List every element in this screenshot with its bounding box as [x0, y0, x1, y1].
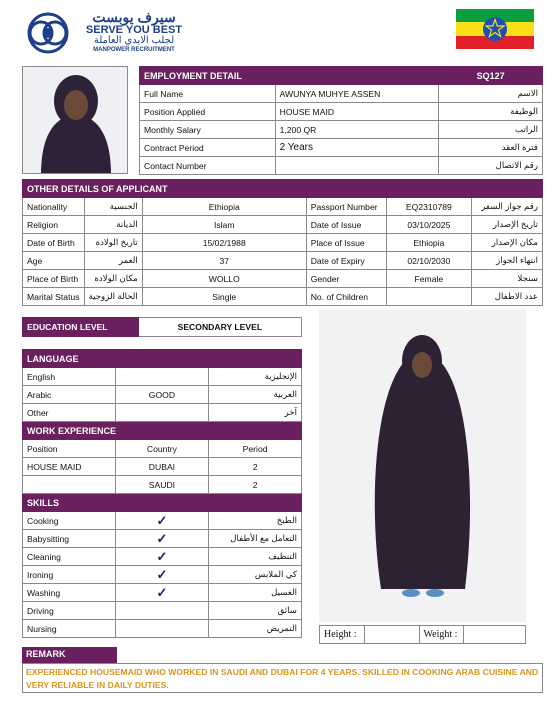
- detail-label: Religion: [23, 216, 85, 234]
- language-row: [23, 368, 302, 386]
- checkmark-icon: ✓: [156, 512, 168, 528]
- weight-label: Weight :: [419, 626, 464, 644]
- details-row: [23, 198, 543, 216]
- detail-label-ar: انتهاء الجواز: [472, 252, 543, 270]
- ethiopia-flag-icon: [456, 9, 534, 49]
- skill-row: [23, 530, 302, 548]
- skill-name-ar: الطبخ: [209, 512, 302, 530]
- work-country: DUBAI: [115, 458, 208, 476]
- skill-row: [23, 602, 302, 620]
- detail-label: Marital Status: [23, 288, 85, 306]
- other-details-table: [22, 179, 543, 306]
- detail-label: Gender: [306, 270, 386, 288]
- detail-label: Age: [23, 252, 85, 270]
- skill-row: [23, 566, 302, 584]
- detail-label-ar: مكان الولادة: [84, 270, 142, 288]
- employment-row: [140, 139, 543, 157]
- detail-value: Ethiopia: [386, 234, 471, 252]
- details-row: [23, 234, 543, 252]
- employment-label: Position Applied: [140, 103, 276, 121]
- work-position: HOUSE MAID: [23, 458, 116, 476]
- work-row: [23, 476, 302, 494]
- employment-label: Full Name: [140, 85, 276, 103]
- applicant-full-body-photo: [319, 309, 526, 622]
- detail-value: Single: [142, 288, 306, 306]
- detail-label: Date of Expiry: [306, 252, 386, 270]
- education-level-value: SECONDARY LEVEL: [138, 318, 301, 337]
- detail-label: Passport Number: [306, 198, 386, 216]
- remark-text: EXPERIENCED HOUSEMAID WHO WORKED IN SAUDI AND DUBAI FOR 4 YEARS. SKILLED IN COOKING ARAB CUISINE AND VERY RELIABLE IN DAILY DUTIES.: [22, 663, 543, 693]
- skill-name-ar: التعامل مع الأطفال: [209, 530, 302, 548]
- details-row: [23, 270, 543, 288]
- detail-label: Place of Birth: [23, 270, 85, 288]
- language-level: [115, 368, 208, 386]
- skill-row: [23, 620, 302, 638]
- checkmark-icon: ✓: [156, 548, 168, 564]
- language-row: [23, 386, 302, 404]
- skill-name: Cleaning: [23, 548, 116, 566]
- employment-label-ar: فترة العقد: [439, 139, 543, 157]
- employment-value: [275, 157, 439, 175]
- language-name-ar: العربية: [209, 386, 302, 404]
- language-work-skills-table: [22, 349, 302, 638]
- skill-name: Washing: [23, 584, 116, 602]
- language-name: Other: [23, 404, 116, 422]
- detail-label: No. of Children: [306, 288, 386, 306]
- agency-logo: [24, 10, 204, 56]
- employment-row: [140, 85, 543, 103]
- checkmark-icon: ✓: [156, 566, 168, 582]
- detail-label-ar: تاريخ الإصدار: [472, 216, 543, 234]
- language-name: Arabic: [23, 386, 116, 404]
- weight-value: [464, 626, 526, 644]
- employment-value: AWUNYA MUHYE ASSEN: [275, 85, 439, 103]
- employment-value: 2 Years: [275, 139, 439, 157]
- employment-label: Contact Number: [140, 157, 276, 175]
- detail-value: 03/10/2025: [386, 216, 471, 234]
- detail-value: [386, 288, 471, 306]
- language-name-ar: الإنجليزية: [209, 368, 302, 386]
- skill-name: Babysitting: [23, 530, 116, 548]
- work-country: SAUDI: [115, 476, 208, 494]
- details-row: [23, 288, 543, 306]
- detail-value: 02/10/2030: [386, 252, 471, 270]
- detail-value: Islam: [142, 216, 306, 234]
- skill-name: Nursing: [23, 620, 116, 638]
- education-level-table: [22, 317, 302, 337]
- employment-label-ar: الوظيفة: [439, 103, 543, 121]
- skill-row: [23, 584, 302, 602]
- detail-label-ar: سنجلا: [472, 270, 543, 288]
- work-period: 2: [209, 458, 302, 476]
- applicant-portrait-photo: [22, 66, 128, 174]
- work-experience-header: WORK EXPERIENCE: [23, 422, 302, 440]
- employment-row: [140, 103, 543, 121]
- detail-value: Ethiopia: [142, 198, 306, 216]
- skill-name: Driving: [23, 602, 116, 620]
- employment-value: HOUSE MAID: [275, 103, 439, 121]
- skill-name-ar: التمريض: [209, 620, 302, 638]
- detail-label-ar: الديانة: [84, 216, 142, 234]
- work-period: 2: [209, 476, 302, 494]
- language-level: GOOD: [115, 386, 208, 404]
- detail-label-ar: رقم جواز السفر: [472, 198, 543, 216]
- skill-row: [23, 512, 302, 530]
- skill-name-ar: كي الملابس: [209, 566, 302, 584]
- language-name-ar: آخر: [209, 404, 302, 422]
- skill-name-ar: الغسيل: [209, 584, 302, 602]
- detail-label-ar: العمر: [84, 252, 142, 270]
- other-details-header: OTHER DETAILS OF APPLICANT: [23, 180, 543, 198]
- detail-value: 37: [142, 252, 306, 270]
- detail-label: Place of Issue: [306, 234, 386, 252]
- work-column-position: Position: [23, 440, 116, 458]
- skill-name-ar: سائق: [209, 602, 302, 620]
- height-value: [364, 626, 419, 644]
- employment-label: Contract Period: [140, 139, 276, 157]
- details-row: [23, 252, 543, 270]
- detail-label-ar: مكان الإصدار: [472, 234, 543, 252]
- detail-label-ar: تاريخ الولادة: [84, 234, 142, 252]
- detail-label-ar: الحالة الزوجية: [84, 288, 142, 306]
- employment-detail-table: [139, 66, 543, 175]
- details-row: [23, 216, 543, 234]
- measurements-table: [319, 625, 526, 644]
- employment-label-ar: الاسم: [439, 85, 543, 103]
- detail-value: Female: [386, 270, 471, 288]
- detail-value: EQ2310789: [386, 198, 471, 216]
- applicant-code: SQ127: [439, 67, 543, 85]
- checkmark-icon: ✓: [156, 584, 168, 600]
- detail-value: WOLLO: [142, 270, 306, 288]
- agency-subtitle-en: MANPOWER RECRUITMENT: [93, 47, 175, 53]
- checkmark-icon: ✓: [156, 530, 168, 546]
- language-row: [23, 404, 302, 422]
- work-position: [23, 476, 116, 494]
- language-name: English: [23, 368, 116, 386]
- employment-row: [140, 121, 543, 139]
- remark-header: REMARK: [22, 647, 117, 663]
- detail-label: Nationality: [23, 198, 85, 216]
- work-column-period: Period: [209, 440, 302, 458]
- work-column-country: Country: [115, 440, 208, 458]
- employment-row: [140, 157, 543, 175]
- detail-label: Date of Issue: [306, 216, 386, 234]
- agency-name-en: SERVE YOU BEST: [85, 24, 183, 36]
- detail-label-ar: عدد الاطفال: [472, 288, 543, 306]
- skill-name: Cooking: [23, 512, 116, 530]
- skills-header: SKILLS: [23, 494, 302, 512]
- employment-detail-header: EMPLOYMENT DETAIL: [140, 67, 439, 85]
- detail-label-ar: الجنسية: [84, 198, 142, 216]
- employment-label-ar: الراتب: [439, 121, 543, 139]
- detail-label: Date of Birth: [23, 234, 85, 252]
- employment-label: Monthly Salary: [140, 121, 276, 139]
- work-row: [23, 458, 302, 476]
- height-label: Height :: [320, 626, 365, 644]
- skill-name: Ironing: [23, 566, 116, 584]
- work-columns-row: [23, 440, 302, 458]
- detail-value: 15/02/1988: [142, 234, 306, 252]
- globe-logo-icon: [24, 12, 72, 54]
- skill-name-ar: التنظيف: [209, 548, 302, 566]
- employment-value: 1,200 QR: [275, 121, 439, 139]
- language-level: [115, 404, 208, 422]
- skill-row: [23, 548, 302, 566]
- employment-label-ar: رقم الاتصال: [439, 157, 543, 175]
- language-header: LANGUAGE: [23, 350, 302, 368]
- education-level-label: EDUCATION LEVEL: [23, 318, 139, 337]
- agency-name-ar: سيرف يوبست: [92, 9, 176, 25]
- agency-subtitle-ar: لجلب الايدي العاملة: [93, 35, 175, 46]
